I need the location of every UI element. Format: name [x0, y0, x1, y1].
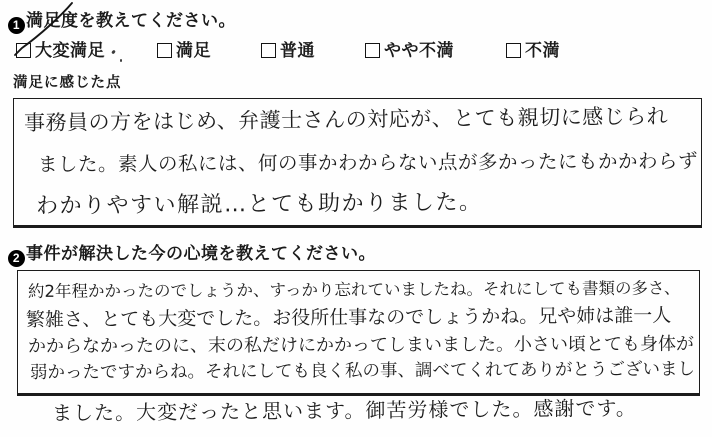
checkbox-dissatisfied[interactable] [506, 43, 521, 58]
scan-speck [120, 59, 122, 62]
checkbox-very-satisfied[interactable] [16, 43, 31, 58]
option-satisfied [157, 36, 211, 61]
option-label-somewhat-dissatisfied: やや不満 [384, 41, 454, 60]
checkbox-satisfied[interactable] [157, 43, 172, 58]
satisfied-points-label: 満足に感じた点 [13, 75, 122, 91]
option-label-satisfied: 満足 [176, 41, 211, 60]
question2-title: 事件が解決した今の心境を教えてください。 [26, 244, 376, 263]
option-label-dissatisfied: 不満 [525, 41, 560, 60]
question2-heading [8, 239, 376, 267]
option-dissatisfied [506, 36, 560, 61]
option-somewhat-dissatisfied [365, 36, 454, 61]
option-neutral [261, 36, 315, 61]
answer2-line: かからなかったのに、末の私だけにかかってしまいました。小さい頃とても身体が [27, 333, 695, 357]
answer2-line: 繁雑さ、とても大変でした。お役所仕事なのでしょうかね。兄や姉は誰一人 [25, 304, 672, 331]
answer1-line: ました。素人の私には、何の事かわからない点が多かったにもかかわらず [37, 149, 699, 176]
answer1-line: わかりやすい解説…とても助かりました。 [35, 190, 483, 219]
checkbox-neutral[interactable] [261, 43, 276, 58]
question2-number-badge: 2 [8, 250, 25, 267]
answer2-line: 弱かったですからね。それにしても良く私の事、調べてくれてありがとうございまし [29, 359, 696, 383]
question1-title: 満足度を教えてください。 [26, 11, 236, 30]
checkbox-somewhat-dissatisfied[interactable] [365, 43, 380, 58]
option-label-very-satisfied: 大変満足 [35, 41, 105, 60]
answer2-line: 約2年程かかったのでしょうか、すっかり忘れていましたね。それにしても書類の多さ、 [27, 278, 681, 301]
question1-heading [8, 6, 236, 34]
option-very-satisfied [16, 36, 105, 61]
question1-number-badge: 1 [8, 17, 25, 34]
option-label-neutral: 普通 [280, 41, 315, 60]
answer1-line: 事務員の方をはじめ、弁護士さんの対応が、とても親切に感じられ [23, 104, 669, 135]
scan-speck [111, 50, 116, 55]
answer2-line: ました。大変だったと思います。御苦労様でした。感謝です。 [51, 395, 637, 425]
